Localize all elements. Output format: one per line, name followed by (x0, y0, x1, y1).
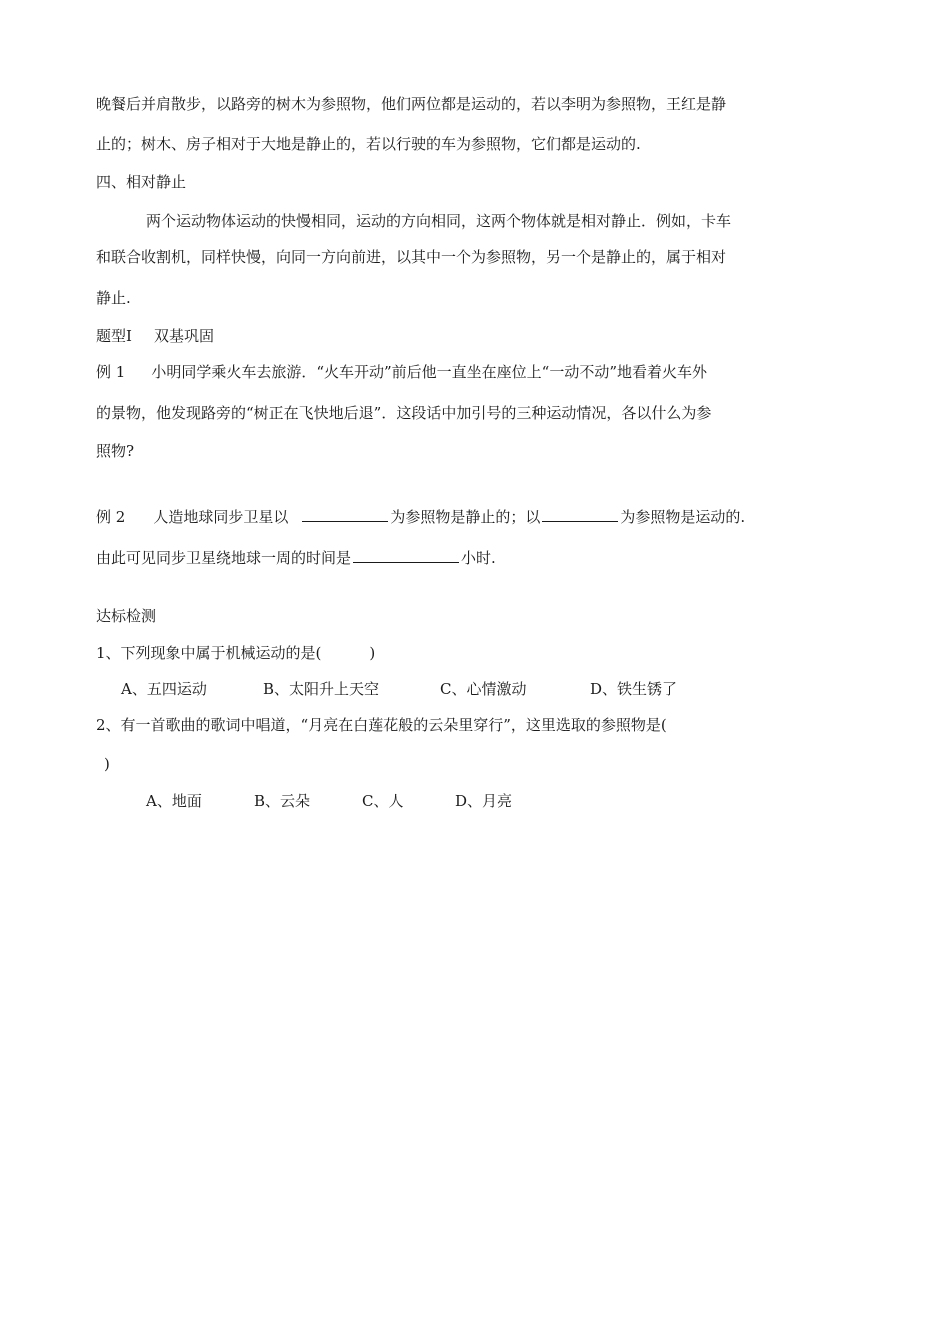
example2-text-5: 小时. (461, 549, 496, 567)
question-1-option-a: A、五四运动 (121, 680, 207, 698)
answer-blank-1[interactable] (302, 505, 388, 522)
question-1-option-d: D、铁生锈了 (590, 680, 678, 698)
intro-line-2: 止的；树木、房子相对于大地是静止的，若以行驶的车为参照物，它们都是运动的. (96, 135, 641, 153)
example2-text-4: 由此可见同步卫星绕地球一周的时间是 (96, 549, 352, 567)
type1-heading (96, 326, 214, 346)
question-1-option-b: B、太阳升上天空 (263, 680, 380, 698)
example1-label: 例 1 (96, 363, 126, 381)
example1-line-1 (96, 362, 707, 382)
question-2-option-a: A、地面 (146, 792, 202, 810)
type1-heading-label: 题型Ⅰ (96, 327, 132, 345)
question-1-stem: 1、下列现象中属于机械运动的是( (96, 644, 322, 662)
example1-line-2: 的景物，他发现路旁的“树正在飞快地后退”．这段话中加引号的三种运动情况，各以什么为参 (96, 404, 712, 422)
question-2-close: ) (104, 755, 110, 773)
question-1-answer-space[interactable] (323, 642, 367, 658)
question-2-stem: 2、有一首歌曲的歌词中唱道，“月亮在白莲花般的云朵里穿行”，这里选取的参照物是( (96, 716, 667, 734)
intro-line-1: 晚餐后并肩散步，以路旁的树木为参照物，他们两位都是运动的，若以李明为参照物，王红是静 (96, 95, 727, 113)
test-heading: 达标检测 (96, 607, 157, 625)
example1-line-3: 照物? (96, 442, 135, 460)
section4-para-line-3: 静止. (96, 289, 131, 307)
question-1 (96, 642, 375, 663)
example2-text-2: 为参照物是静止的；以 (390, 508, 541, 526)
question-1-close: ) (369, 644, 376, 662)
question-2-option-c: C、人 (362, 792, 404, 810)
answer-blank-2[interactable] (542, 505, 618, 522)
question-2-option-d: D、月亮 (455, 792, 513, 810)
answer-blank-3[interactable] (353, 546, 459, 563)
example2-label: 例 2 (96, 508, 126, 526)
section-heading-relative-rest: 四、相对静止 (96, 173, 187, 191)
section4-para-line-1: 两个运动物体运动的快慢相同，运动的方向相同，这两个物体就是相对静止．例如，卡车 (146, 212, 732, 230)
example2-line-2 (96, 546, 496, 568)
section4-para-line-2: 和联合收割机，同样快慢，向同一方向前进，以其中一个为参照物，另一个是静止的，属于相对 (96, 248, 727, 266)
example2-text-3: 为参照物是运动的. (620, 508, 746, 526)
example2-text-1: 人造地球同步卫星以 (153, 508, 289, 526)
example1-text-1: 小明同学乘火车去旅游．“火车开动”前后他一直坐在座位上“一动不动”地看着火车外 (151, 363, 707, 381)
example2-line-1 (96, 505, 745, 527)
question-1-option-c: C、心情激动 (440, 680, 527, 698)
question-2-option-b: B、云朵 (254, 792, 311, 810)
type1-heading-title: 双基巩固 (153, 327, 214, 345)
